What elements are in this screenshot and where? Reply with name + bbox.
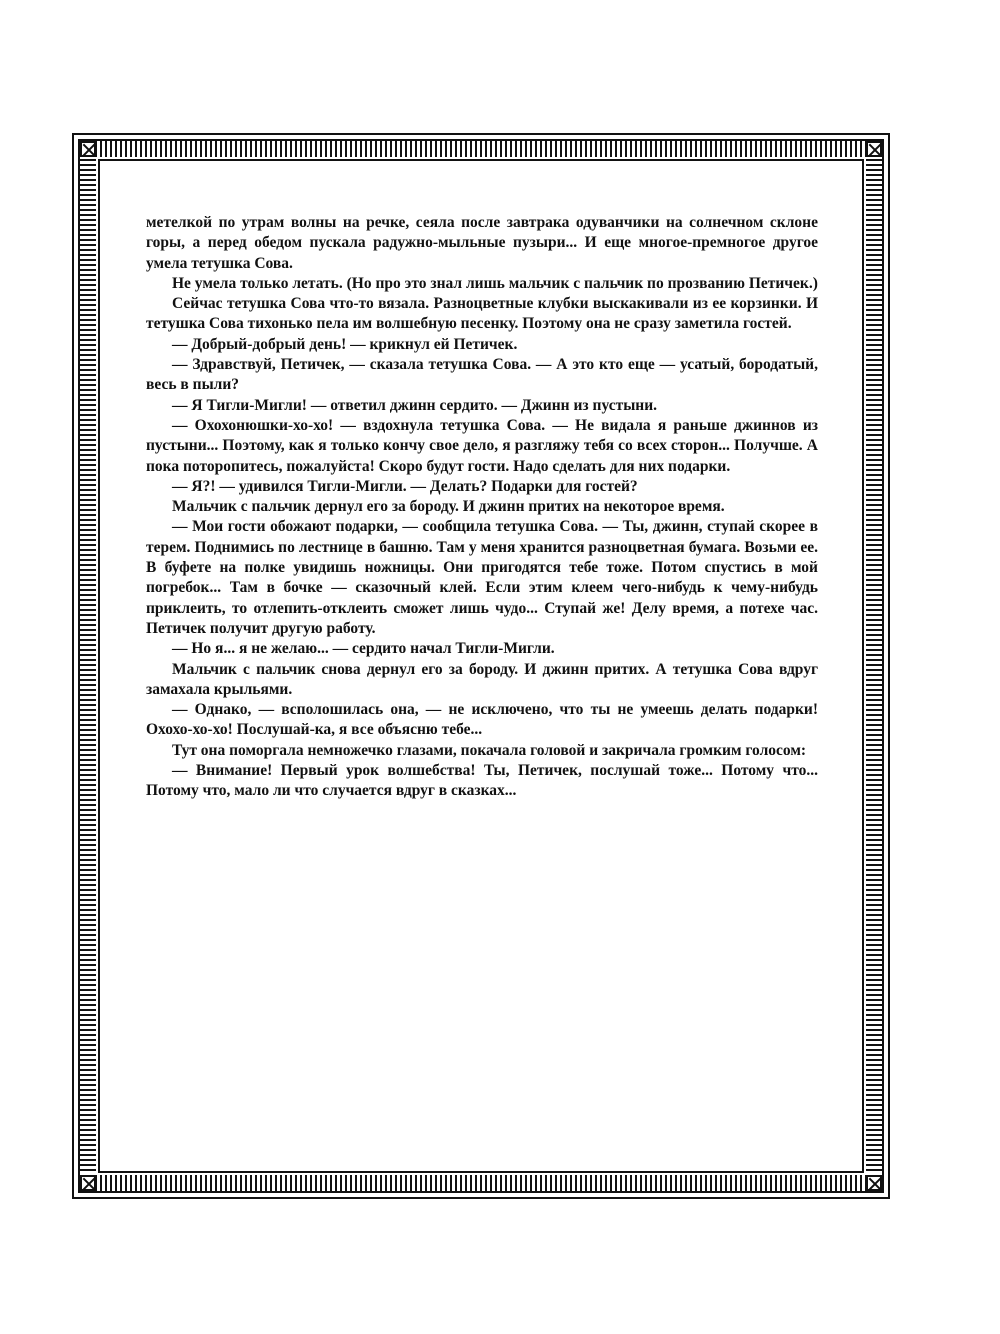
border-hatch-left — [80, 159, 96, 1173]
story-text — [146, 213, 818, 802]
paragraph: Не умела только летать. (Но про это знал лишь мальчик с пальчик по прозванию Петичек.) — [172, 274, 818, 292]
paragraph: — Однако, — всполошилась она, — не исключено, что ты не умеешь делать подарки! Охохо-хо-хо! Послушай-ка, я все объясню тебе... — [146, 701, 818, 739]
border-corner-ornament — [80, 141, 96, 157]
paragraph: — Здравствуй, Петичек, — сказала тетушка Сова. — А это кто еще — усатый, бородатый, весь в пыли? — [146, 356, 818, 394]
paragraph: — Мои гости обожают подарки, — сообщила тетушка Сова. — Ты, джинн, ступай скорее в терем. Поднимись по лестнице в башню. Там у меня хранится разноцветная бумага. Возьми ее. В буфете на полке увидишь ножницы. Они пригодятся тебе тоже. Потом спустись в мой погребок... Там в бочке — сказочный клей. Если этим клеем чего-нибудь к чему-нибудь приклеить, то отлепить-отклеить сможет лишь чудо... Ступай же! Делу время, а потехе час. Петичек получит другую работу. — [146, 518, 818, 637]
border-corner-ornament — [866, 141, 882, 157]
paragraph: метелкой по утрам волны на речке, сеяла после завтрака одуванчики на солнечном склоне горы, а перед обедом пускала радужно-мыльные пузыри... И еще многое-премногое другое умела тетушка Сова. — [146, 214, 818, 272]
border-hatch-top — [80, 141, 882, 157]
border-hatch-bottom — [80, 1175, 882, 1191]
paragraph: — Внимание! Первый урок волшебства! Ты, Петичек, послушай тоже... Потому что... Потому что, мало ли что случается вдруг в сказках... — [146, 762, 818, 800]
paragraph: Мальчик с пальчик снова дернул его за бороду. И джинн притих. А тетушка Сова вдруг замахала крыльями. — [146, 660, 818, 698]
paragraph: — Я?! — удивился Тигли-Мигли. — Делать? Подарки для гостей? — [172, 477, 638, 495]
paragraph: — Добрый-добрый день! — крикнул ей Петичек. — [172, 335, 518, 353]
border-corner-ornament — [80, 1175, 96, 1191]
border-corner-ornament — [866, 1175, 882, 1191]
paragraph: Сейчас тетушка Сова что-то вязала. Разноцветные клубки выскакивали из ее корзинки. И тетушка Сова тихонько пела им волшебную песенку. Поэтому она не сразу заметила гостей. — [146, 295, 818, 333]
paragraph: Тут она поморгала немножечко глазами, покачала головой и закричала громким голосом: — [172, 741, 807, 759]
paragraph: Мальчик с пальчик дернул его за бороду. И джинн притих на некоторое время. — [172, 498, 725, 516]
paragraph: — Но я... я не желаю... — сердито начал Тигли-Мигли. — [172, 640, 555, 658]
border-hatch-right — [866, 159, 882, 1173]
paragraph: — Я Тигли-Мигли! — ответил джинн сердито. — Джинн из пустыни. — [172, 396, 658, 414]
paragraph: — Охохонюшки-хо-хо! — вздохнула тетушка Сова. — Не видала я раньше джиннов из пустыни... Поэтому, как я только кончу свое дело, я разгляжу тебя со всех сторон... Получше. А пока поторопитесь, пожалуйста! Скоро будут гости. Надо сделать для них подарки. — [146, 416, 818, 475]
